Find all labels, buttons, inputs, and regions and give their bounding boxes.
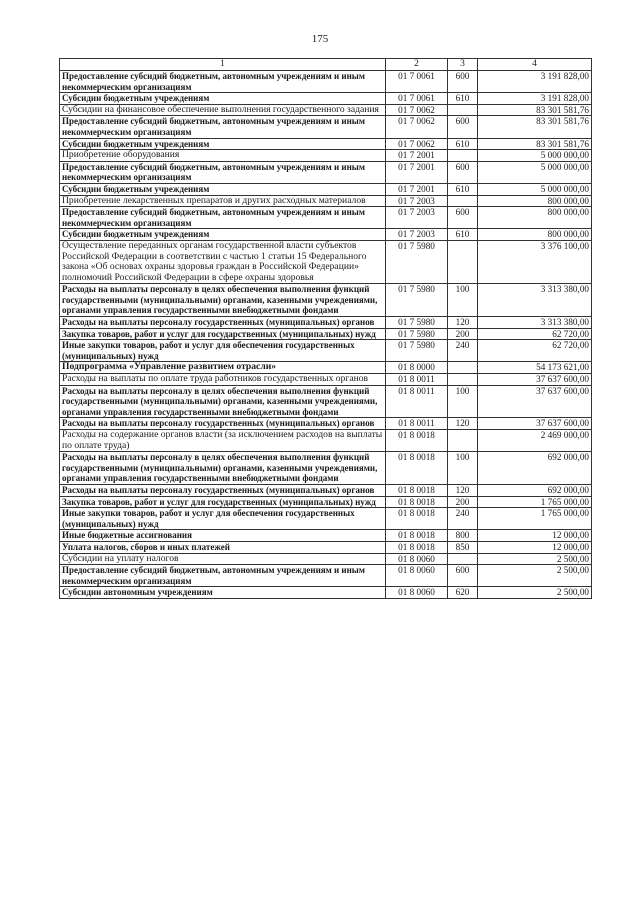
row-amount-cell: 37 637 600,00: [478, 385, 592, 418]
row-kind-cell: 100: [448, 385, 478, 418]
row-code-cell: 01 7 0062: [386, 116, 448, 138]
row-code-cell: 01 8 0018: [386, 496, 448, 508]
row-amount-cell: 692 000,00: [478, 484, 592, 496]
row-name-cell: Иные бюджетные ассигнования: [60, 530, 386, 542]
row-kind-cell: 600: [448, 71, 478, 93]
row-code-cell: 01 8 0018: [386, 508, 448, 530]
row-name-cell: Расходы на выплаты персоналу в целях обеспечения выполнения функций государственными (муниципальными) органами, казенными учреждениями, органами управления государственными внебюджетными фондами: [60, 452, 386, 485]
column-header-kind: 3: [448, 59, 478, 71]
table-row: [60, 385, 592, 418]
row-amount-cell: 3 191 828,00: [478, 93, 592, 105]
row-amount-cell: 12 000,00: [478, 541, 592, 553]
row-amount-cell: 2 469 000,00: [478, 430, 592, 452]
row-kind-cell: 120: [448, 418, 478, 430]
table-row: [60, 207, 592, 229]
row-amount-cell: 3 313 380,00: [478, 317, 592, 329]
row-name-cell: Предоставление субсидий бюджетным, автономным учреждениям и иным некоммерческим организациям: [60, 207, 386, 229]
row-code-cell: 01 7 5980: [386, 328, 448, 340]
row-kind-cell: 120: [448, 484, 478, 496]
row-kind-cell: 240: [448, 340, 478, 362]
row-name-cell: Уплата налогов, сборов и иных платежей: [60, 541, 386, 553]
row-code-cell: 01 8 0060: [386, 587, 448, 599]
row-code-cell: 01 7 5980: [386, 240, 448, 283]
table-row: [60, 496, 592, 508]
row-kind-cell: [448, 104, 478, 116]
row-kind-cell: 600: [448, 116, 478, 138]
row-amount-cell: 62 720,00: [478, 340, 592, 362]
row-name-cell: Субсидии бюджетным учреждениям: [60, 138, 386, 150]
row-amount-cell: 5 000 000,00: [478, 183, 592, 195]
row-amount-cell: 2 500,00: [478, 587, 592, 599]
row-kind-cell: 100: [448, 284, 478, 317]
table-row: [60, 229, 592, 241]
row-kind-cell: 800: [448, 530, 478, 542]
row-amount-cell: 83 301 581,76: [478, 138, 592, 150]
row-code-cell: 01 8 0060: [386, 553, 448, 565]
column-header-amount: 4: [478, 59, 592, 71]
table-row: [60, 71, 592, 93]
row-amount-cell: 1 765 000,00: [478, 508, 592, 530]
table-row: [60, 430, 592, 452]
row-kind-cell: 600: [448, 565, 478, 587]
table-row: [60, 452, 592, 485]
row-name-cell: Субсидии на финансовое обеспечение выполнения государственного задания: [60, 104, 386, 116]
row-amount-cell: 2 500,00: [478, 565, 592, 587]
table-row: [60, 161, 592, 183]
row-amount-cell: 800 000,00: [478, 207, 592, 229]
row-code-cell: 01 8 0011: [386, 385, 448, 418]
row-kind-cell: 610: [448, 93, 478, 105]
row-kind-cell: 200: [448, 496, 478, 508]
row-name-cell: Расходы на выплаты персоналу в целях обеспечения выполнения функций государственными (муниципальными) органами, казенными учреждениями, органами управления государственными внебюджетными фондами: [60, 284, 386, 317]
row-amount-cell: 3 313 380,00: [478, 284, 592, 317]
row-code-cell: 01 7 5980: [386, 284, 448, 317]
row-kind-cell: 610: [448, 183, 478, 195]
row-code-cell: 01 8 0018: [386, 452, 448, 485]
row-code-cell: 01 8 0060: [386, 565, 448, 587]
page-number: 175: [311, 33, 329, 45]
row-code-cell: 01 7 0061: [386, 71, 448, 93]
row-name-cell: Закупка товаров, работ и услуг для государственных (муниципальных) нужд: [60, 328, 386, 340]
row-amount-cell: 54 173 621,00: [478, 362, 592, 374]
row-amount-cell: 3 376 100,00: [478, 240, 592, 283]
row-code-cell: 01 7 2003: [386, 207, 448, 229]
row-kind-cell: 100: [448, 452, 478, 485]
table-row: [60, 328, 592, 340]
row-code-cell: 01 7 2001: [386, 183, 448, 195]
row-name-cell: Предоставление субсидий бюджетным, автономным учреждениям и иным некоммерческим организациям: [60, 161, 386, 183]
budget-table-body: [60, 71, 592, 599]
table-row: [60, 104, 592, 116]
row-code-cell: 01 7 2003: [386, 229, 448, 241]
row-name-cell: Субсидии бюджетным учреждениям: [60, 229, 386, 241]
row-kind-cell: 850: [448, 541, 478, 553]
row-name-cell: Иные закупки товаров, работ и услуг для обеспечения государственных (муниципальных) нужд: [60, 340, 386, 362]
row-name-cell: Расходы на выплаты персоналу государственных (муниципальных) органов: [60, 418, 386, 430]
row-name-cell: Субсидии бюджетным учреждениям: [60, 93, 386, 105]
row-amount-cell: 5 000 000,00: [478, 150, 592, 162]
row-code-cell: 01 8 0011: [386, 418, 448, 430]
table-row: [60, 317, 592, 329]
row-kind-cell: 600: [448, 207, 478, 229]
row-amount-cell: 37 637 600,00: [478, 374, 592, 386]
row-amount-cell: 62 720,00: [478, 328, 592, 340]
table-row: [60, 541, 592, 553]
table-row: [60, 530, 592, 542]
row-code-cell: 01 7 2003: [386, 195, 448, 207]
row-name-cell: Расходы на выплаты персоналу государственных (муниципальных) органов: [60, 484, 386, 496]
column-header-name: 1: [60, 59, 386, 71]
table-row: [60, 418, 592, 430]
table-row: [60, 284, 592, 317]
row-code-cell: 01 8 0018: [386, 530, 448, 542]
row-code-cell: 01 7 2001: [386, 150, 448, 162]
row-name-cell: Осуществление переданных органам государственной власти субъектов Российской Федерации в соответствии с частью 1 статьи 15 Федерального закона «Об основах охраны здоровья граждан в Российской Федерации» полномочий Российской Федерации в сфере охраны здоровья: [60, 240, 386, 283]
row-kind-cell: [448, 553, 478, 565]
row-code-cell: 01 8 0000: [386, 362, 448, 374]
row-code-cell: 01 8 0018: [386, 430, 448, 452]
row-kind-cell: 240: [448, 508, 478, 530]
row-code-cell: 01 7 2001: [386, 161, 448, 183]
row-amount-cell: 5 000 000,00: [478, 161, 592, 183]
row-amount-cell: 3 191 828,00: [478, 71, 592, 93]
row-name-cell: Расходы на содержание органов власти (за исключением расходов на выплаты по оплате труда): [60, 430, 386, 452]
row-name-cell: Иные закупки товаров, работ и услуг для обеспечения государственных (муниципальных) нужд: [60, 508, 386, 530]
row-amount-cell: 83 301 581,76: [478, 104, 592, 116]
row-amount-cell: 12 000,00: [478, 530, 592, 542]
table-row: [60, 484, 592, 496]
row-kind-cell: 610: [448, 138, 478, 150]
row-name-cell: Субсидии бюджетным учреждениям: [60, 183, 386, 195]
row-code-cell: 01 7 0062: [386, 104, 448, 116]
column-header-code: 2: [386, 59, 448, 71]
budget-table: [59, 58, 592, 599]
row-name-cell: Приобретение оборудования: [60, 150, 386, 162]
row-kind-cell: [448, 362, 478, 374]
row-code-cell: 01 8 0011: [386, 374, 448, 386]
row-kind-cell: [448, 374, 478, 386]
table-row: [60, 150, 592, 162]
row-amount-cell: 800 000,00: [478, 229, 592, 241]
row-code-cell: 01 7 5980: [386, 340, 448, 362]
row-name-cell: Предоставление субсидий бюджетным, автономным учреждениям и иным некоммерческим организациям: [60, 116, 386, 138]
row-amount-cell: 83 301 581,76: [478, 116, 592, 138]
row-kind-cell: 610: [448, 229, 478, 241]
row-name-cell: Расходы на выплаты персоналу в целях обеспечения выполнения функций государственными (муниципальными) органами, казенными учреждениями, органами управления государственными внебюджетными фондами: [60, 385, 386, 418]
row-name-cell: Субсидии на уплату налогов: [60, 553, 386, 565]
row-name-cell: Предоставление субсидий бюджетным, автономным учреждениям и иным некоммерческим организациям: [60, 565, 386, 587]
table-row: [60, 565, 592, 587]
row-amount-cell: 2 500,00: [478, 553, 592, 565]
row-kind-cell: [448, 240, 478, 283]
row-code-cell: 01 7 5980: [386, 317, 448, 329]
row-code-cell: 01 7 0061: [386, 93, 448, 105]
row-amount-cell: 1 765 000,00: [478, 496, 592, 508]
table-row: [60, 195, 592, 207]
row-kind-cell: 620: [448, 587, 478, 599]
table-header-row: [60, 59, 592, 71]
row-name-cell: Закупка товаров, работ и услуг для государственных (муниципальных) нужд: [60, 496, 386, 508]
table-row: [60, 183, 592, 195]
table-row: [60, 553, 592, 565]
row-code-cell: 01 7 0062: [386, 138, 448, 150]
table-row: [60, 116, 592, 138]
row-kind-cell: [448, 430, 478, 452]
row-amount-cell: 37 637 600,00: [478, 418, 592, 430]
row-amount-cell: 800 000,00: [478, 195, 592, 207]
row-name-cell: Расходы на выплаты персоналу государственных (муниципальных) органов: [60, 317, 386, 329]
table-row: [60, 240, 592, 283]
row-kind-cell: [448, 150, 478, 162]
table-row: [60, 587, 592, 599]
row-kind-cell: 200: [448, 328, 478, 340]
table-row: [60, 138, 592, 150]
table-row: [60, 340, 592, 362]
row-kind-cell: 600: [448, 161, 478, 183]
row-name-cell: Подпрограмма «Управление развитием отрасли»: [60, 362, 386, 374]
row-kind-cell: 120: [448, 317, 478, 329]
table-row: [60, 508, 592, 530]
row-name-cell: Предоставление субсидий бюджетным, автономным учреждениям и иным некоммерческим организациям: [60, 71, 386, 93]
row-kind-cell: [448, 195, 478, 207]
table-row: [60, 374, 592, 386]
row-code-cell: 01 8 0018: [386, 484, 448, 496]
table-row: [60, 93, 592, 105]
row-amount-cell: 692 000,00: [478, 452, 592, 485]
row-name-cell: Субсидии автономным учреждениям: [60, 587, 386, 599]
table-row: [60, 362, 592, 374]
row-name-cell: Приобретение лекарственных препаратов и других расходных материалов: [60, 195, 386, 207]
row-code-cell: 01 8 0018: [386, 541, 448, 553]
row-name-cell: Расходы на выплаты по оплате труда работников государственных органов: [60, 374, 386, 386]
